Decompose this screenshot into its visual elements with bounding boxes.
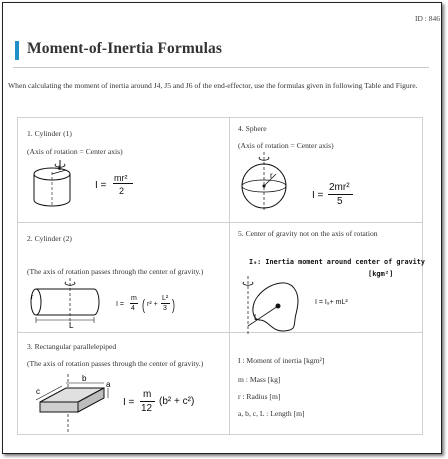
cylinder2-figure (28, 278, 110, 330)
rect-formula-numerator: m (143, 389, 152, 400)
title-divider (13, 67, 429, 68)
cell-cylinder2-subtitle: (The axis of rotation passes through the center of gravity.) (27, 267, 204, 276)
rect-a-label: a (106, 380, 111, 389)
cylinder2-paren-close: ) (172, 297, 175, 314)
cylinder2-formula-r2: r² + (147, 301, 158, 308)
cylinder1-fraction-bar (113, 183, 133, 184)
sphere-figure (238, 152, 298, 214)
rect-fraction-bar (140, 401, 155, 402)
intro-paragraph: When calculating the moment of inertia around J4, J5 and J6 of the end-effector, use the formulas given in following Table and Figure. (8, 81, 418, 90)
sphere-formula-lhs: I = (312, 190, 324, 201)
cell-cylinder1-subtitle: (Axis of rotation = Center axis) (27, 147, 123, 156)
page-title: Moment-of-Inertia Formulas (27, 40, 223, 57)
cell-rect-title: 3. Rectangular parallelepiped (27, 342, 117, 351)
sphere-formula-denominator: 5 (337, 196, 343, 207)
cylinder2-formula-3: 3 (163, 305, 167, 312)
cell-cog-title: 5. Center of gravity not on the axis of rotation (238, 229, 378, 238)
table-column-divider (229, 117, 230, 435)
cylinder2-fraction-bar-2 (161, 303, 170, 304)
rect-b-label: b (82, 374, 87, 383)
document-id: ID : 846 (415, 14, 440, 23)
cog-length-label: L (254, 313, 259, 322)
cylinder2-formula-4: 4 (131, 305, 135, 312)
cell-sphere-title: 4. Sphere (238, 124, 267, 133)
cog-formula: I = I₉+ mL² (315, 299, 348, 306)
cylinder1-formula-denominator: 2 (119, 186, 125, 196)
legend-item-radius: r : Radius [m] (238, 392, 281, 401)
rect-formula-denominator: 12 (141, 403, 153, 414)
rect-figure (30, 374, 112, 434)
cylinder2-fraction-bar-1 (130, 303, 138, 304)
cell-rect-subtitle: (The axis of rotation passes through the center of gravity.) (27, 359, 204, 368)
cog-figure (238, 276, 306, 336)
cylinder1-formula-numerator: mr² (114, 173, 128, 183)
rect-c-label: c (36, 387, 40, 396)
cell-sphere-subtitle: (Axis of rotation = Center axis) (238, 141, 334, 150)
table-row-divider-1 (17, 222, 423, 223)
legend-item-inertia: I : Moment of inertia [kgm²] (238, 356, 325, 365)
sphere-fraction-bar (328, 194, 353, 195)
legend-item-mass: m : Mass [kg] (238, 375, 281, 384)
cylinder2-formula-lhs: I = (116, 301, 124, 308)
cylinder1-figure (30, 158, 90, 213)
cell-cylinder2-title: 2. Cylinder (2) (27, 234, 72, 243)
cylinder2-radius-label: r (31, 294, 34, 301)
cylinder2-formula-m: m (131, 295, 137, 302)
legend-item-length: a, b, c, L : Length [m] (238, 409, 305, 418)
cog-ig-unit: [kgm²] (368, 270, 394, 278)
sphere-radius-label: r (270, 171, 273, 180)
cog-ig-description: I₉: Inertia moment around center of gravity (249, 258, 425, 266)
cylinder2-formula-L2: L² (162, 295, 169, 302)
cylinder1-formula-lhs: I = (95, 180, 107, 191)
cylinder2-paren-open: ( (142, 297, 145, 314)
cell-cylinder1-title: 1. Cylinder (1) (27, 129, 72, 138)
title-accent-bar (15, 41, 19, 60)
cylinder2-length-label: L (69, 321, 74, 330)
rect-formula-lhs: I = (123, 397, 135, 408)
cylinder1-radius-label: r (58, 163, 61, 172)
sphere-formula-numerator: 2mr² (329, 182, 350, 193)
table-row-divider-2 (17, 332, 423, 333)
rect-formula-rest: (b² + c²) (159, 396, 195, 407)
